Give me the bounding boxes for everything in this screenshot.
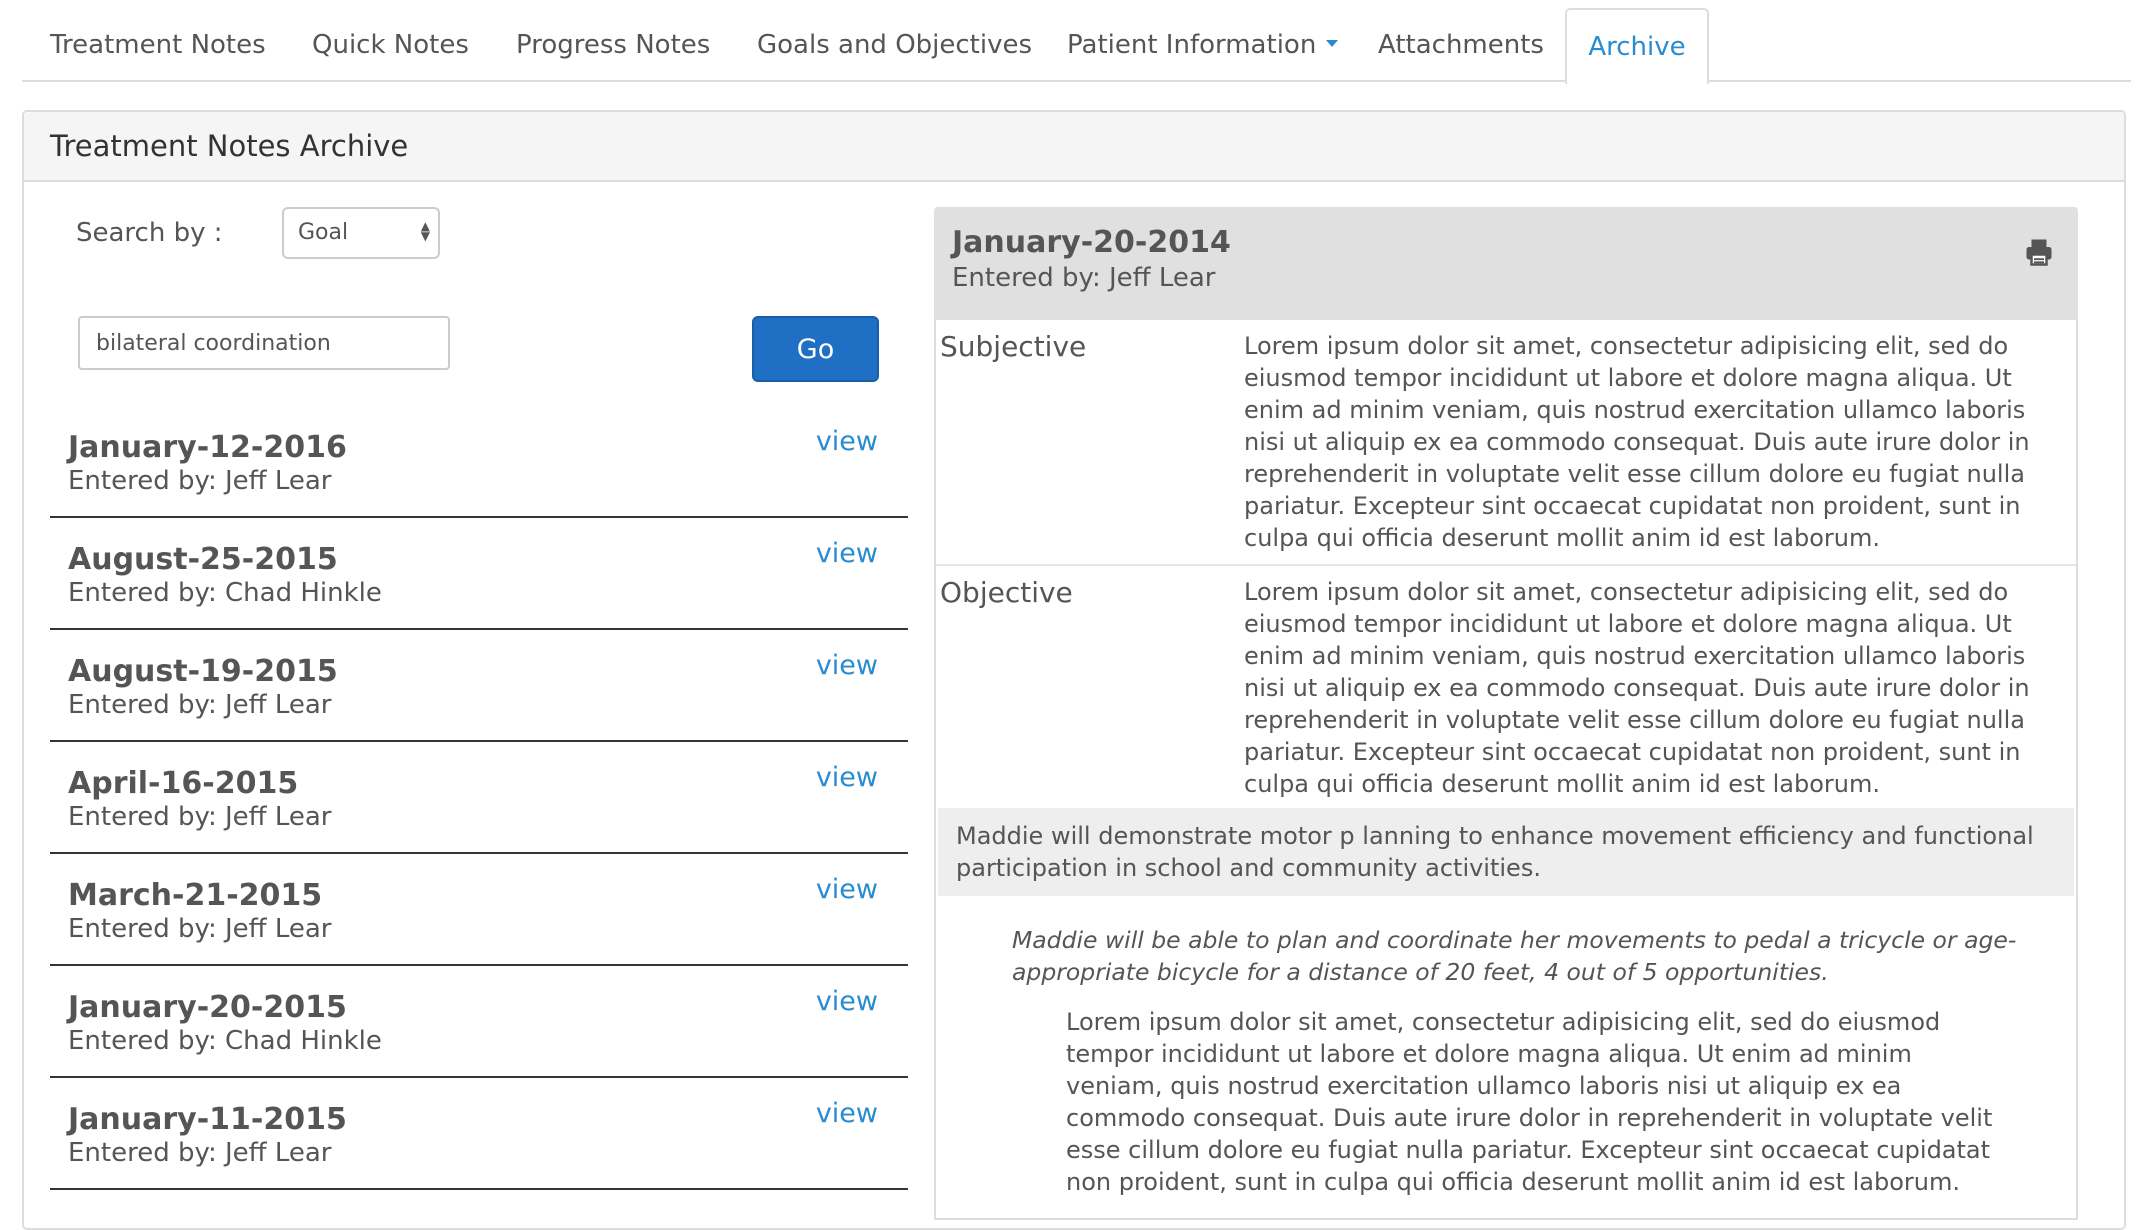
caret-down-icon bbox=[1326, 40, 1338, 47]
list-item-date: April-16-2015 bbox=[68, 766, 299, 801]
tab-bar bbox=[22, 0, 2131, 82]
note-detail-date: January-20-2014 bbox=[952, 225, 1231, 260]
subjective-text: Lorem ipsum dolor sit amet, consectetur adipisicing elit, sed do eiusmod tempor incididunt ut labore et dolore magna aliqua. Ut enim ad minim veniam, quis nostrud exercitation ullamco laboris nisi ut aliquip ex ea commodo consequat. Duis aute irure dolor in reprehenderit in voluptate velit esse cillum dolore eu fugiat nulla pariatur. Excepteur sint occaecat cupidatat non proident, sunt in culpa qui officia deserunt mollit anim id est laborum. bbox=[1244, 332, 2030, 552]
list-item bbox=[50, 518, 908, 630]
objective-text: Lorem ipsum dolor sit amet, consectetur adipisicing elit, sed do eiusmod tempor incididunt ut labore et dolore magna aliqua. Ut enim ad minim veniam, quis nostrud exercitation ullamco laboris nisi ut aliquip ex ea commodo consequat. Duis aute irure dolor in reprehenderit in voluptate velit esse cillum dolore eu fugiat nulla pariatur. Excepteur sint occaecat cupidatat non proident, sunt in culpa qui officia deserunt mollit anim id est laborum. bbox=[1244, 578, 2030, 798]
objective-note: Lorem ipsum dolor sit amet, consectetur adipisicing elit, sed do eiusmod tempor incididunt ut labore et dolore magna aliqua. Ut enim ad minim veniam, quis nostrud exercitation ullamco laboris nisi ut aliquip ex ea commodo consequat. Duis aute irure dolor in reprehenderit in voluptate velit esse cillum dolore eu fugiat nulla pariatur. Excepteur sint occaecat cupidatat non proident, sunt in culpa qui officia deserunt mollit anim id est laborum. bbox=[1066, 1008, 1993, 1196]
subjective-section bbox=[936, 320, 2076, 566]
search-input[interactable] bbox=[78, 316, 450, 370]
view-link[interactable]: view bbox=[815, 874, 878, 905]
list-item bbox=[50, 630, 908, 742]
go-button[interactable]: Go bbox=[752, 316, 879, 382]
view-link[interactable]: view bbox=[815, 426, 878, 457]
archive-list bbox=[50, 406, 908, 1190]
list-item-entered-by: Entered by: Jeff Lear bbox=[68, 914, 332, 944]
subjective-label: Subjective bbox=[940, 330, 1087, 363]
view-link[interactable]: view bbox=[815, 762, 878, 793]
tab-goals-and-objectives[interactable]: Goals and Objectives bbox=[757, 30, 1033, 60]
list-item-date: January-12-2016 bbox=[68, 430, 347, 465]
tab-treatment-notes[interactable]: Treatment Notes bbox=[50, 30, 266, 60]
note-detail-entered-by: Entered by: Jeff Lear bbox=[952, 263, 1216, 293]
list-item-date: March-21-2015 bbox=[68, 878, 323, 913]
goal-text: Maddie will demonstrate motor p lanning to enhance movement efficiency and functional participation in school and community activities. bbox=[938, 808, 2074, 896]
objective-item: Maddie will be able to plan and coordinate her movements to pedal a tricycle or age-appropriate bicycle for a distance of 20 feet, 4 out of 5 opportunities. bbox=[1012, 926, 2017, 986]
list-item-entered-by: Entered by: Chad Hinkle bbox=[68, 578, 382, 608]
list-item bbox=[50, 742, 908, 854]
list-item-entered-by: Entered by: Jeff Lear bbox=[68, 690, 332, 720]
tab-progress-notes[interactable]: Progress Notes bbox=[516, 30, 711, 60]
select-updown-icon: ▲ ▼ bbox=[420, 219, 430, 243]
search-by-value: Goal bbox=[298, 220, 349, 245]
list-item-entered-by: Entered by: Jeff Lear bbox=[68, 1138, 332, 1168]
list-item-entered-by: Entered by: Chad Hinkle bbox=[68, 1026, 382, 1056]
list-item-date: August-25-2015 bbox=[68, 542, 338, 577]
search-by-label: Search by : bbox=[76, 218, 223, 248]
tab-archive[interactable]: Archive bbox=[1565, 8, 1709, 84]
view-link[interactable]: view bbox=[815, 538, 878, 569]
tab-patient-information[interactable] bbox=[1067, 8, 1338, 82]
list-item bbox=[50, 966, 908, 1078]
note-detail-body bbox=[934, 320, 2078, 1220]
list-item bbox=[50, 1078, 908, 1190]
tab-quick-notes[interactable]: Quick Notes bbox=[312, 30, 469, 60]
list-item bbox=[50, 854, 908, 966]
view-link[interactable]: view bbox=[815, 1098, 878, 1129]
list-item-date: January-20-2015 bbox=[68, 990, 347, 1025]
view-link[interactable]: view bbox=[815, 986, 878, 1017]
panel-title: Treatment Notes Archive bbox=[24, 112, 2124, 182]
search-by-select[interactable] bbox=[282, 207, 440, 259]
view-link[interactable]: view bbox=[815, 650, 878, 681]
tab-patient-information-label: Patient Information bbox=[1067, 30, 1317, 60]
list-item bbox=[50, 406, 908, 518]
list-item-entered-by: Entered by: Jeff Lear bbox=[68, 802, 332, 832]
list-item-date: January-11-2015 bbox=[68, 1102, 347, 1137]
tab-attachments[interactable]: Attachments bbox=[1378, 30, 1544, 60]
objective-section bbox=[936, 566, 2076, 808]
objective-label: Objective bbox=[940, 576, 1073, 609]
list-item-date: August-19-2015 bbox=[68, 654, 338, 689]
list-item-entered-by: Entered by: Jeff Lear bbox=[68, 466, 332, 496]
note-detail-header bbox=[934, 207, 2078, 320]
printer-icon[interactable] bbox=[2024, 237, 2054, 267]
